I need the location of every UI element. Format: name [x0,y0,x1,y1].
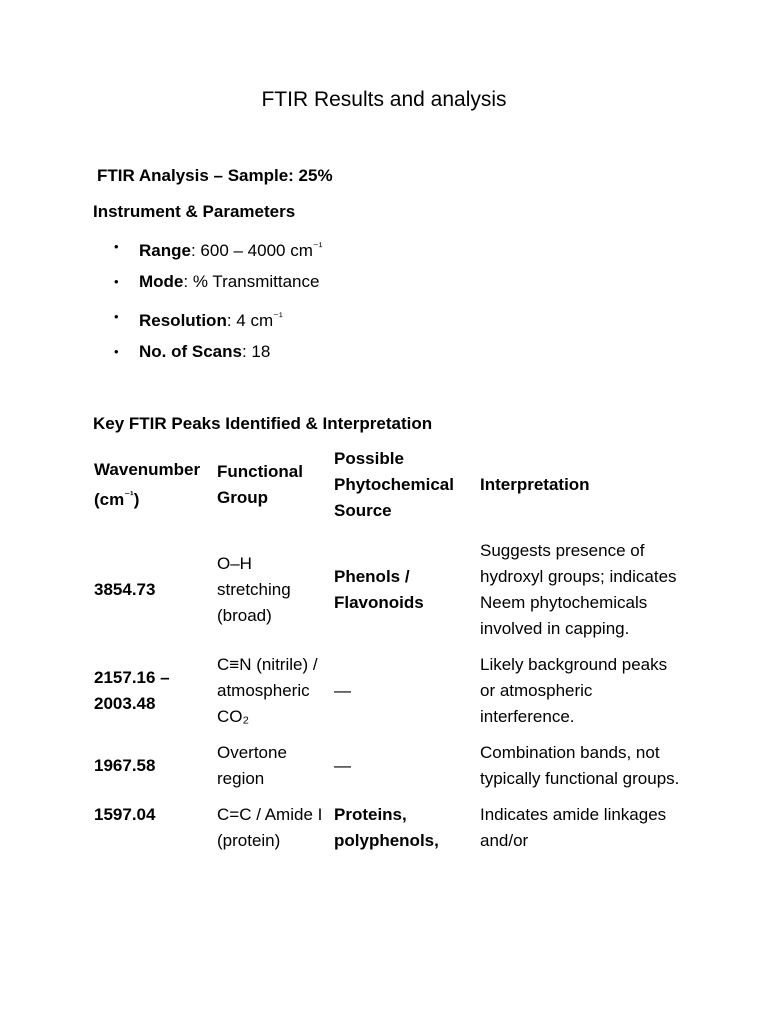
cell-interpretation: Likely background peaks or atmospheric interference. [480,655,668,726]
cell-wavenumber: 1967.58 [94,756,156,775]
cell-group: C≡N (nitrile) / atmospheric CO₂ [217,655,318,726]
cell-source: Proteins, polyphenols, [334,805,439,850]
table-row [91,736,683,798]
parameter-range: • Range: 600 – 4000 $cm^{^{-1}}$ [110,235,322,270]
table-row [91,534,683,648]
cell-group: C=C / Amide I (protein) [217,805,323,850]
table-header-row [91,446,683,534]
header-functional-group: Functional Group [217,462,303,507]
cell-group: Overtone region [217,743,287,788]
header-interpretation: Interpretation [480,475,590,494]
instrument-heading: Instrument & Parameters [93,202,296,221]
cell-source: Phenols / Flavonoids [334,567,424,612]
cell-group: O–H stretching (broad) [217,554,291,625]
cell-interpretation: Indicates amide linkages and/or [480,805,667,850]
cell-interpretation: Combination bands, not typically functional groups. [480,743,680,788]
header-wavenumber: Wavenumber $(cm^{^{-1}})$ [94,460,201,509]
peaks-heading: Key FTIR Peaks Identified & Interpretation [93,414,433,433]
cell-wavenumber: 1597.04 [94,805,156,824]
cell-wavenumber: 3854.73 [94,580,156,599]
cell-interpretation: Suggests presence of hydroxyl groups; indicates Neem phytochemicals involved in capping. [480,541,677,638]
parameter-scans: • No. of Scans: 18 [110,340,322,375]
table-row [91,798,683,860]
parameter-resolution: • Resolution: 4 $cm^{^{-1}}$ [110,305,322,340]
cell-source: — [334,756,351,775]
parameter-mode: • Mode: % Transmittance [110,270,322,305]
sample-heading: FTIR Analysis – Sample: 25% [97,166,333,185]
parameters-list [110,235,322,375]
cell-source: — [334,681,351,700]
page-title: FTIR Results and analysis [261,88,507,111]
header-source: Possible Phytochemical Source [334,449,454,520]
cell-wavenumber: 2157.16 – 2003.48 [94,668,170,713]
table-row [91,648,683,736]
peaks-table [91,446,683,860]
